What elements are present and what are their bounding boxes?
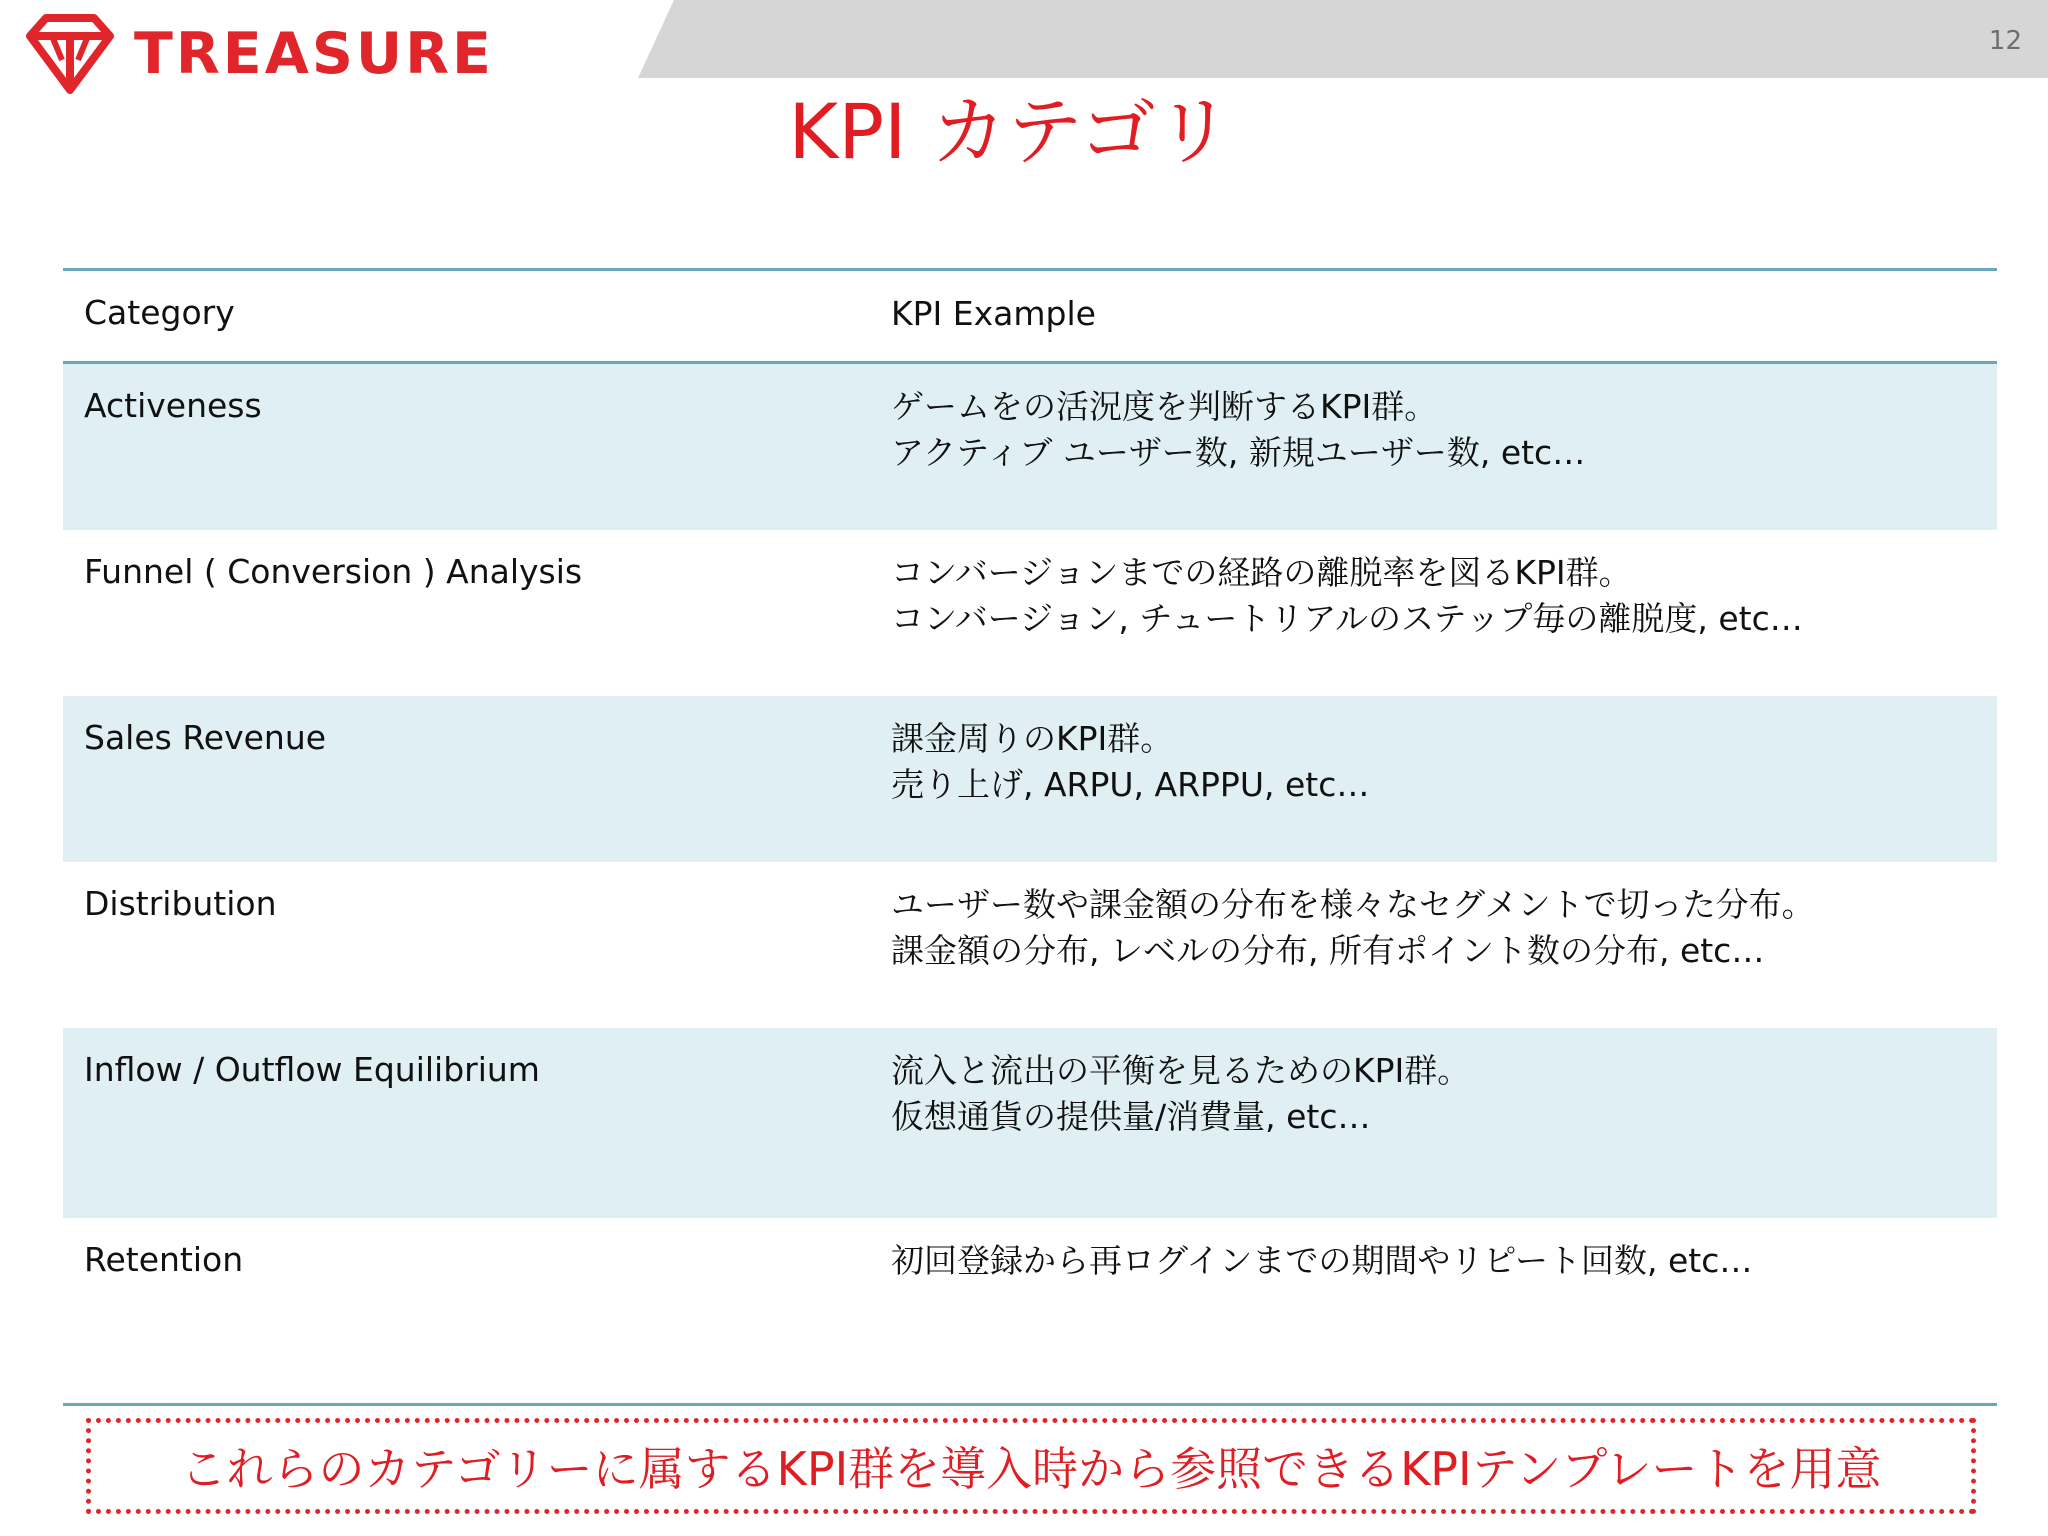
kpi-example-cell [891, 1218, 1997, 1398]
table-row [63, 530, 1997, 696]
kpi-examples: コンバージョン, チュートリアルのステップ毎の離脱度, etc… [891, 599, 1803, 638]
kpi-description: 初回登録から再ログインまでの期間やリピート回数, etc… [891, 1241, 1753, 1280]
table-bottom-rule [63, 1403, 1997, 1406]
table-row [63, 862, 1997, 1028]
kpi-examples: 仮想通貨の提供量/消費量, etc… [891, 1097, 1371, 1136]
header-band [638, 0, 2048, 78]
page-number: 12 [1988, 26, 2022, 56]
column-header-kpi-example: KPI Example [891, 294, 1096, 333]
category-cell: Inflow / Outflow Equilibrium [84, 1050, 540, 1089]
category-cell: Distribution [84, 884, 277, 923]
table-row [63, 364, 1997, 530]
callout-text: これらのカテゴリーに属するKPI群を導入時から参照できるKPIテンプレートを用意 [180, 1442, 1882, 1496]
table-row [63, 1218, 1997, 1398]
kpi-example-cell [891, 696, 1997, 862]
kpi-example-cell [891, 862, 1997, 1028]
kpi-description: 課金周りのKPI群。 [891, 719, 1174, 758]
kpi-description: コンバージョンまでの経路の離脱率を図るKPI群。 [891, 553, 1632, 592]
kpi-examples: アクティブ ユーザー数, 新規ユーザー数, etc… [891, 433, 1586, 472]
table-row [63, 696, 1997, 862]
category-cell: Activeness [84, 386, 262, 425]
kpi-examples: 売り上げ, ARPU, ARPPU, etc… [891, 765, 1370, 804]
brand-name: TREASURE [134, 20, 494, 87]
brand-logo [26, 14, 494, 94]
slide-title: KPI カテゴリ [788, 87, 1232, 176]
callout-box [86, 1418, 1976, 1514]
category-cell: Retention [84, 1240, 244, 1279]
kpi-example-cell [891, 1028, 1997, 1218]
kpi-examples: 課金額の分布, レベルの分布, 所有ポイント数の分布, etc… [891, 931, 1765, 970]
kpi-description: ゲームをの活況度を判断するKPI群。 [891, 387, 1438, 426]
treasure-shield-logo-icon [26, 14, 114, 94]
table-header-row [63, 271, 1997, 364]
kpi-description: 流入と流出の平衡を見るためのKPI群。 [891, 1051, 1471, 1090]
category-cell: Sales Revenue [84, 718, 327, 757]
table-row [63, 1028, 1997, 1218]
kpi-description: ユーザー数や課金額の分布を様々なセグメントで切った分布。 [891, 885, 1815, 924]
kpi-example-cell [891, 364, 1997, 530]
category-cell: Funnel ( Conversion ) Analysis [84, 552, 583, 591]
kpi-category-table [63, 268, 1997, 1398]
kpi-example-cell [891, 530, 1997, 696]
column-header-category: Category [84, 293, 235, 332]
